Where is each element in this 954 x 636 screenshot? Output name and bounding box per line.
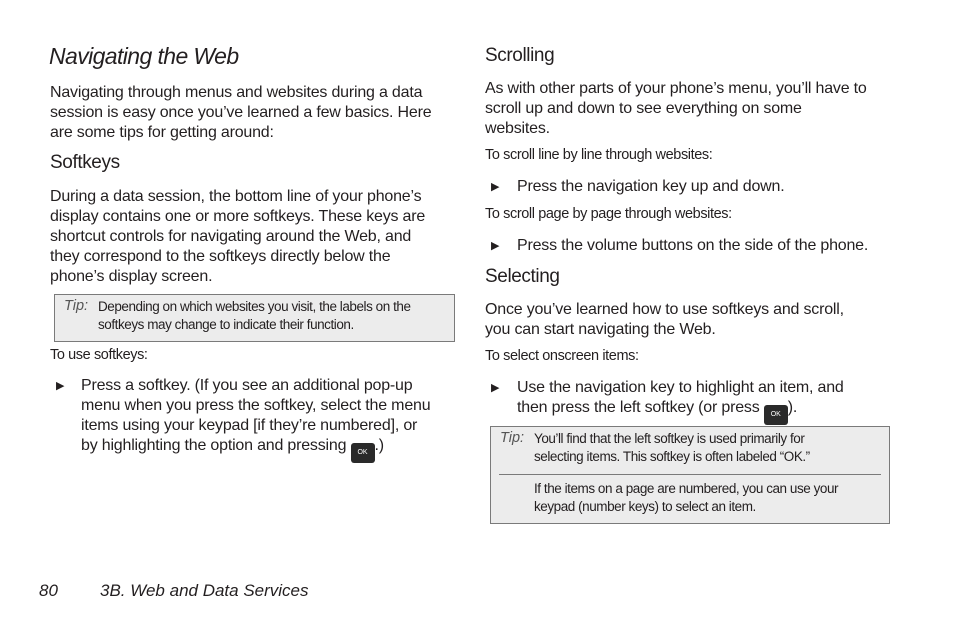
selecting-line: Once you’ve learned how to use softkeys and scroll, (485, 301, 844, 318)
bullet-arrow-icon: ▶ (491, 382, 500, 394)
tip-label: Tip: (64, 298, 89, 314)
page-number: 80 (39, 581, 58, 600)
scrolling-line: As with other parts of your phone’s menu, you’ll have to (485, 80, 867, 97)
bullet-arrow-icon: ▶ (491, 181, 500, 193)
softkeys-line: shortcut controls for navigating around the Web, and (50, 228, 412, 245)
tip-line: selecting items. This softkey is often labeled “OK.” (534, 449, 810, 464)
tip-line: Depending on which websites you visit, the labels on the (98, 299, 411, 314)
selecting-line: you can start navigating the Web. (485, 321, 716, 338)
tip-label: Tip: (500, 430, 525, 446)
tip-box-selecting (490, 426, 890, 524)
softkeys-line: display contains one or more softkeys. These keys are (50, 208, 426, 225)
scrolling-line: scroll up and down to see everything on some (485, 100, 802, 117)
bullet-arrow-icon: ▶ (56, 380, 65, 392)
use-softkeys-label: To use softkeys: (50, 347, 148, 363)
softkeys-paragraph (50, 187, 470, 287)
bullet-line: then press the left softkey (or press OK ). (517, 398, 917, 425)
scroll-line-label: To scroll line by line through websites: (485, 147, 713, 163)
tip-line: If the items on a page are numbered, you can use your (534, 481, 839, 496)
softkeys-line: phone’s display screen. (50, 268, 213, 285)
selecting-paragraph (485, 300, 925, 340)
intro-paragraph (50, 83, 470, 143)
bullet-line: menu when you press the softkey, select the menu (81, 397, 431, 414)
intro-line: Navigating through menus and websites during a data (50, 84, 423, 101)
scroll-page-label: To scroll page by page through websites: (485, 206, 732, 222)
intro-line: are some tips for getting around: (50, 124, 274, 141)
bullet-line: Press a softkey. (If you see an additional pop-up (81, 377, 413, 394)
section-title: 3B. Web and Data Services (100, 581, 309, 600)
ok-key-icon: OK (351, 443, 375, 463)
tip-divider (499, 474, 881, 475)
softkeys-line: they correspond to the softkeys directly below the (50, 248, 391, 265)
tip-box-softkeys (54, 294, 455, 342)
tip-text (534, 430, 810, 466)
tip-line: softkeys may change to indicate their function. (98, 317, 354, 332)
select-label: To select onscreen items: (485, 348, 639, 364)
bullet-line: Use the navigation key to highlight an item, and (517, 379, 844, 396)
scroll-page-bullet: Press the volume buttons on the side of the phone. (517, 237, 869, 254)
bullet-line: items using your keypad [if they’re numbered], or (81, 417, 418, 434)
bullet-line: by highlighting the option and pressing OK .) (81, 436, 461, 463)
selecting-heading: Selecting (485, 266, 560, 287)
softkey-bullet-text (81, 376, 461, 463)
ok-key-icon: OK (764, 405, 788, 425)
scrolling-heading: Scrolling (485, 45, 555, 66)
tip-line: keypad (number keys) to select an item. (534, 499, 756, 514)
scrolling-line: websites. (485, 120, 550, 137)
intro-line: session is easy once you’ve learned a few basics. Here (50, 104, 432, 121)
tip-text (534, 480, 838, 516)
tip-text (98, 298, 411, 334)
scrolling-paragraph (485, 79, 925, 139)
softkeys-line: During a data session, the bottom line of your phone’s (50, 188, 422, 205)
select-bullet-text (517, 378, 917, 425)
bullet-arrow-icon: ▶ (491, 240, 500, 252)
tip-line: You’ll find that the left softkey is used primarily for (534, 431, 805, 446)
scroll-line-bullet: Press the navigation key up and down. (517, 178, 785, 195)
softkeys-heading: Softkeys (50, 152, 120, 173)
page-title: Navigating the Web (49, 43, 239, 69)
